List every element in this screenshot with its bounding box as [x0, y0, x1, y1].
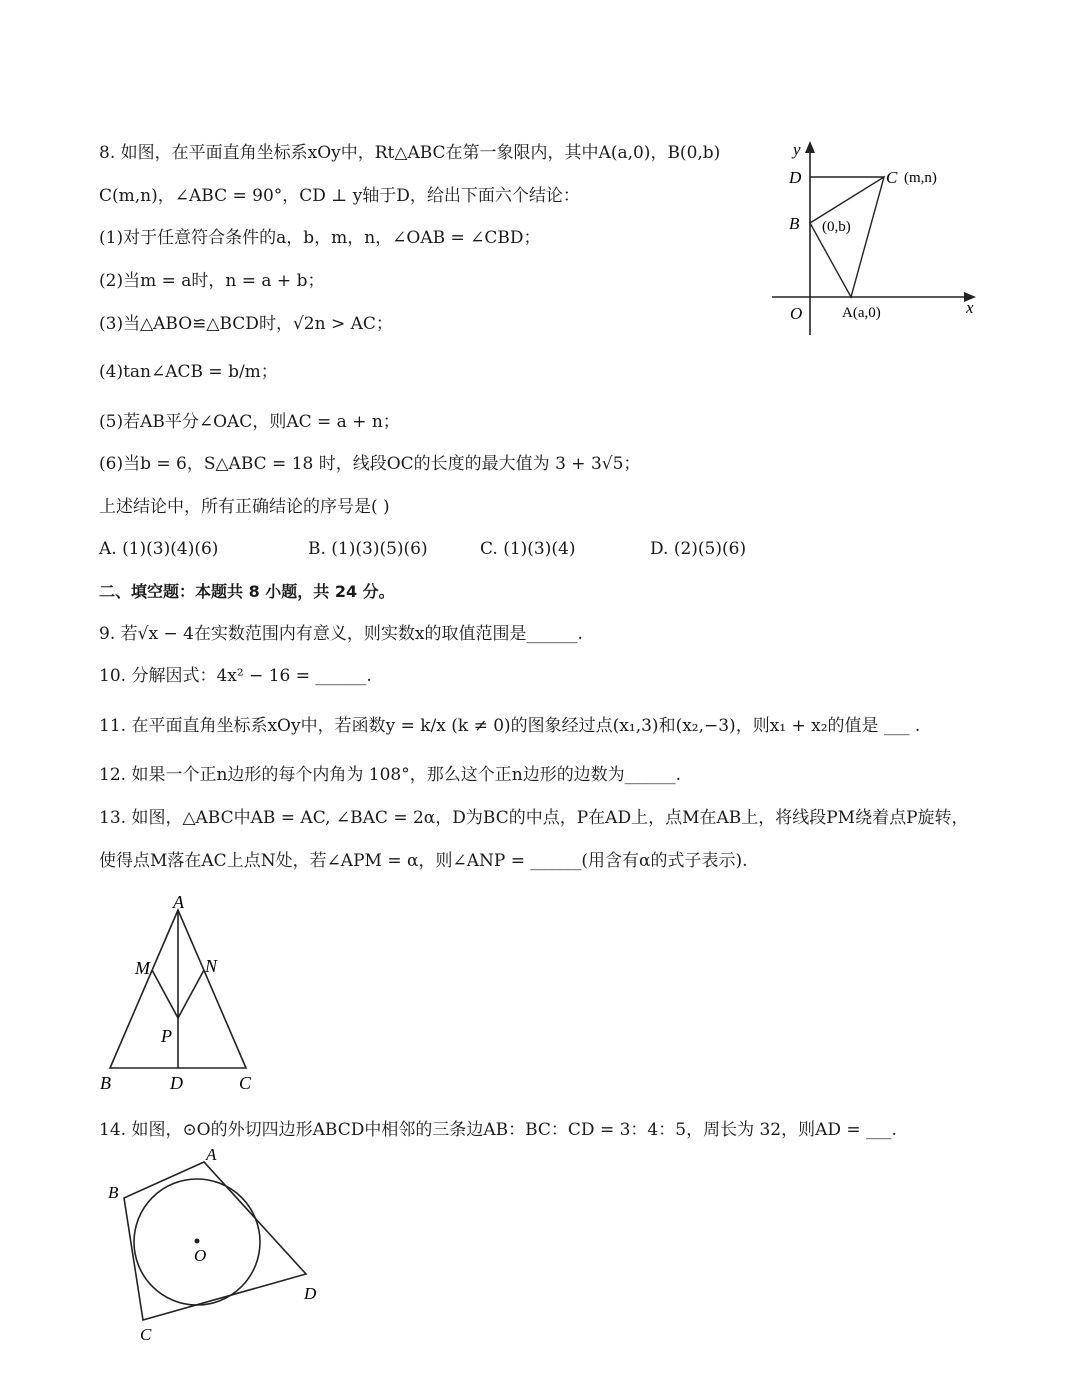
section-2-heading: 二、填空题：本题共 8 小题，共 24 分。	[99, 582, 395, 601]
point-a-label: A(a,0)	[842, 305, 881, 321]
q8-conclusion-1: (1)对于任意符合条件的a，b，m，n，∠OAB = ∠CBD；	[99, 228, 541, 248]
q8-conclusion-3: (3)当△ABO≌△BCD时，√2n > AC；	[99, 314, 393, 334]
q8-question: 上述结论中，所有正确结论的序号是( )	[99, 497, 390, 517]
q14-line1: 14. 如图，⊙O的外切四边形ABCD中相邻的三条边AB：BC：CD = 3：4：5，周长为 32，则AD = ___.	[99, 1120, 897, 1140]
q13-triangle-figure	[95, 890, 265, 1100]
point-m-label: M	[135, 958, 150, 978]
q8-line2: C(m,n)，∠ABC = 90°，CD ⊥ y轴于D，给出下面六个结论：	[99, 186, 580, 206]
center-dot-icon	[195, 1239, 200, 1244]
q8-option-a: A. (1)(3)(4)(6)	[99, 539, 219, 559]
q8-conclusion-5: (5)若AB平分∠OAC，则AC = a + n；	[99, 412, 400, 432]
point-d-label: D	[789, 168, 802, 187]
q8-conclusion-6: (6)当b = 6，S△ABC = 18 时，线段OC的长度的最大值为 3 + 3√5；	[99, 454, 641, 474]
q8-coordinate-figure	[760, 135, 990, 345]
q13-line2: 使得点M落在AC上点N处，若∠APM = α，则∠ANP = ______(用含有α的式子表示).	[99, 851, 748, 871]
point-b-coord: (0,b)	[822, 219, 851, 235]
q13-line1: 13. 如图，△ABC中AB = AC, ∠BAC = 2α，D为BC的中点，P在AD上，点M在AB上，将线段PM绕着点P旋转，	[99, 808, 969, 828]
x-axis-label: x	[966, 298, 974, 317]
q14-quadrilateral-figure	[100, 1140, 340, 1350]
point-n-label: N	[205, 956, 218, 976]
q8-option-c: C. (1)(3)(4)	[480, 539, 576, 559]
point-d-label: D	[304, 1284, 317, 1303]
point-c-label: C	[886, 168, 898, 187]
point-p-label: P	[161, 1026, 172, 1046]
q8-conclusion-2: (2)当m = a时，n = a + b；	[99, 271, 325, 291]
quadrilateral-abcd	[124, 1162, 306, 1320]
q9-text: 9. 若√x − 4在实数范围内有意义，则实数x的取值范围是______.	[99, 624, 583, 644]
q8-line1: 8. 如图，在平面直角坐标系xOy中，Rt△ABC在第一象限内，其中A(a,0)，B(0,b)	[99, 143, 721, 163]
point-a-label: A	[206, 1145, 217, 1164]
q8-conclusion-4: (4)tan∠ACB = b/m；	[99, 362, 278, 382]
q12-text: 12. 如果一个正n边形的每个内角为 108°，那么这个正n边形的边数为______.	[99, 765, 682, 785]
segment-pn	[178, 970, 204, 1018]
point-c-coord: (m,n)	[904, 170, 937, 186]
point-b-label: B	[108, 1183, 119, 1202]
q8-option-b: B. (1)(3)(5)(6)	[308, 539, 428, 559]
origin-label: O	[790, 304, 803, 323]
point-b-label: B	[100, 1073, 111, 1093]
y-axis-label: y	[793, 140, 801, 159]
point-b-label: B	[789, 214, 800, 233]
point-c-label: C	[140, 1325, 152, 1344]
q11-text: 11. 在平面直角坐标系xOy中，若函数y = k/x (k ≠ 0)的图象经过点(x₁,3)和(x₂,−3)，则x₁ + x₂的值是 ___ .	[99, 716, 921, 736]
point-c-label: C	[239, 1073, 252, 1093]
point-a-label: A	[173, 892, 184, 912]
center-o-label: O	[194, 1246, 207, 1265]
q10-text: 10. 分解因式：4x² − 16 = ______.	[99, 666, 372, 686]
triangle-abc	[810, 177, 884, 297]
q8-option-d: D. (2)(5)(6)	[650, 539, 747, 559]
point-d-label: D	[170, 1073, 183, 1093]
segment-pm	[152, 970, 178, 1018]
y-axis-arrow-icon	[805, 141, 815, 153]
